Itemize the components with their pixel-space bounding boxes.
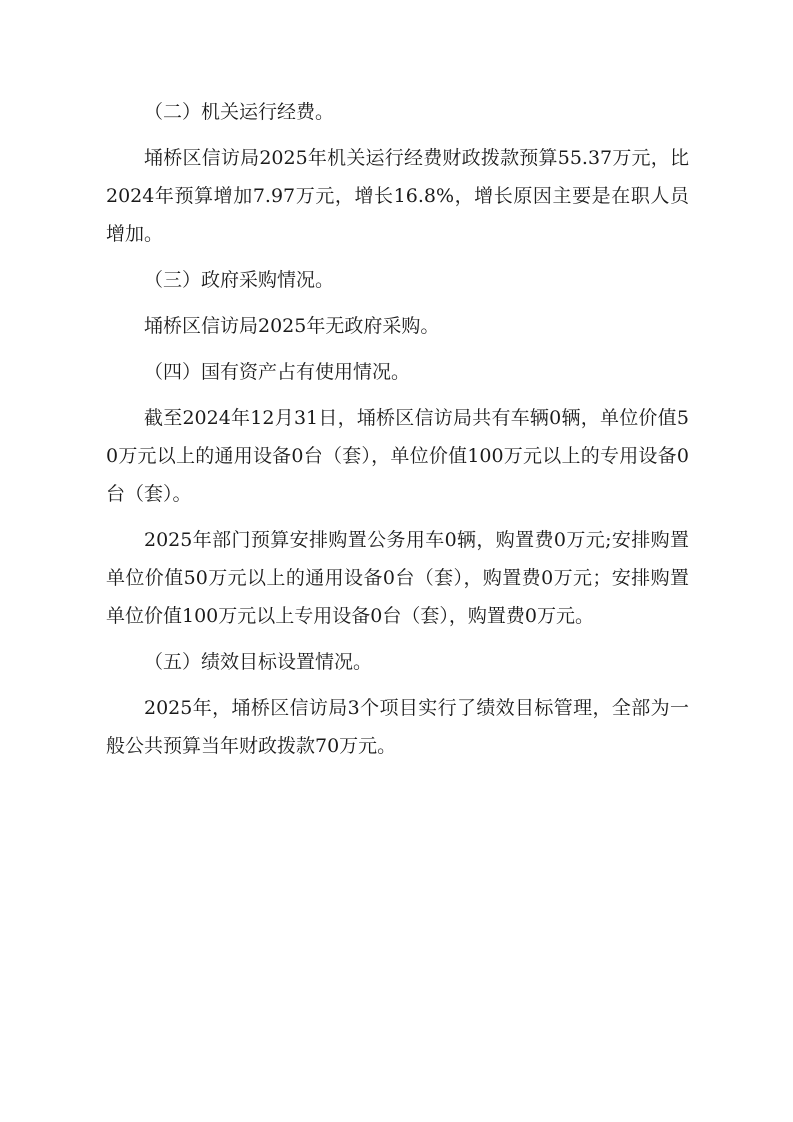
paragraph-procurement: 埇桥区信访局2025年无政府采购。 xyxy=(144,315,440,337)
document-body xyxy=(106,93,689,773)
paragraph-asset-purchase-plan: 2025年部门预算安排购置公务用车0辆，购置费0万元;安排购置单位价值50万元以上的通用设备0台（套），购置费0万元；安排购置单位价值100万元以上专用设备0台（套），购置费0万元。 xyxy=(106,529,689,627)
section-heading-performance-goals: （五）绩效目标设置情况。 xyxy=(144,651,373,673)
section-heading-procurement: （三）政府采购情况。 xyxy=(144,269,335,291)
paragraph-performance-goals: 2025年，埇桥区信访局3个项目实行了绩效目标管理，全部为一般公共预算当年财政拨款70万元。 xyxy=(106,697,689,757)
paragraph-operating-funds: 埇桥区信访局2025年机关运行经费财政拨款预算55.37万元，比2024年预算增加7.97万元，增长16.8%，增长原因主要是在职人员增加。 xyxy=(106,147,689,245)
section-heading-operating-funds: （二）机关运行经费。 xyxy=(144,101,335,123)
section-heading-state-assets: （四）国有资产占有使用情况。 xyxy=(144,361,411,383)
paragraph-state-assets: 截至2024年12月31日，埇桥区信访局共有车辆0辆，单位价值50万元以上的通用设备0台（套），单位价值100万元以上的专用设备0台（套）。 xyxy=(106,407,689,505)
